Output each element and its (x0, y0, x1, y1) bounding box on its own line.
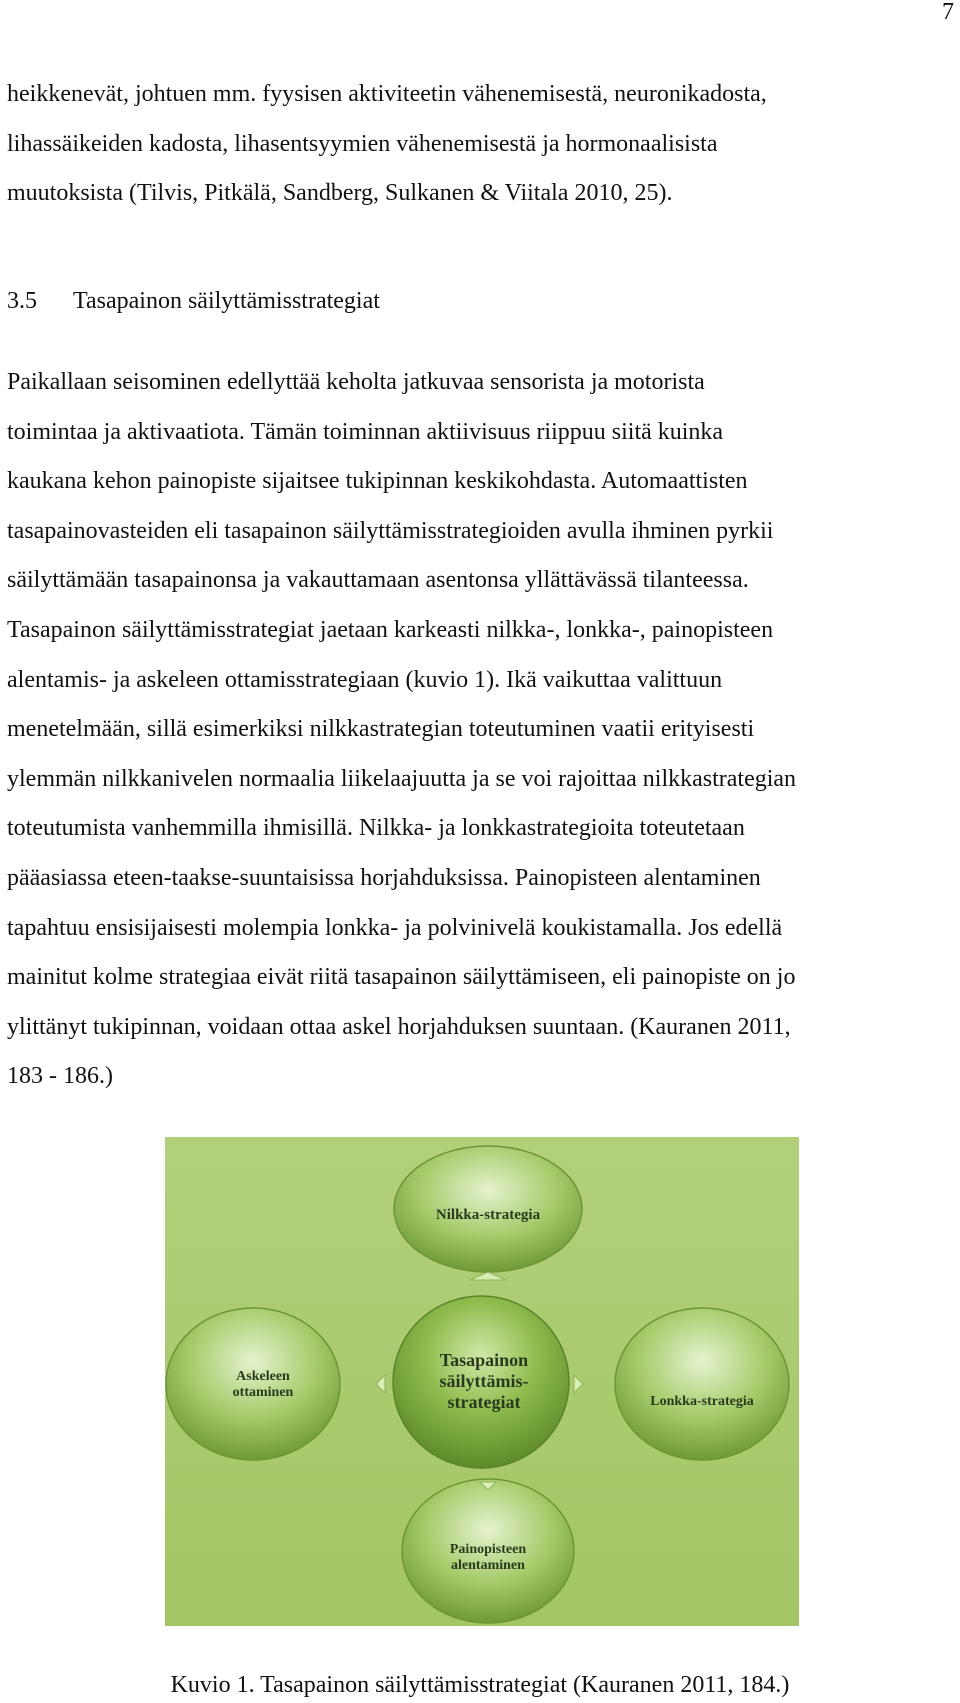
section-title: Tasapainon säilyttämisstrategiat (73, 288, 380, 314)
intro-paragraph (7, 70, 952, 219)
text-line: alentamis- ja askeleen ottamisstrategiaan (kuvio 1). Ikä vaikuttaa valittuun (7, 666, 723, 693)
node-top-label: Nilkka-strategia (435, 1207, 541, 1223)
text-line: toteutumista vanhemmilla ihmisillä. Nilkka- ja lonkkastrategioita toteutetaan (7, 815, 745, 842)
section-heading (7, 286, 380, 316)
text-line: lihassäikeiden kadosta, lihasentsyymien vähenemisestä ja hormonaalisista (7, 130, 718, 157)
text-line: kaukana kehon painopiste sijaitsee tukipinnan keskikohdasta. Automaattisten (7, 468, 748, 495)
strategy-diagram (165, 1137, 799, 1626)
node-center-label: Tasapainon (439, 1350, 529, 1370)
text-line: muutoksista (Tilvis, Pitkälä, Sandberg, Sulkanen & Viitala 2010, 25). (7, 180, 673, 207)
text-line: säilyttämään tasapainonsa ja vakauttamaan asentonsa yllättävässä tilanteessa. (7, 567, 749, 594)
text-line: heikkenevät, johtuen mm. fyysisen aktiviteetin vähenemisestä, neuronikadosta, (7, 81, 767, 107)
text-line: tasapainovasteiden eli tasapainon säilyttämisstrategioiden avulla ihminen pyrkii (7, 517, 774, 544)
node-right (615, 1308, 789, 1460)
text-line: mainitut kolme strategiaa eivät riitä tasapainon säilyttämiseen, eli painopiste on jo (7, 964, 796, 991)
node-bottom-label: Painopisteen (449, 1542, 527, 1557)
section-number: 3.5 (7, 288, 37, 314)
text-line: tapahtuu ensisijaisesti molempia lonkka- ja polvinivelä koukistamalla. Jos edellä (7, 914, 783, 941)
node-center-label: strategiat (447, 1392, 521, 1412)
text-line: 183 - 186.) (7, 1063, 113, 1090)
text-line: ylemmän nilkkanivelen normaalia liikelaajuutta ja se voi rajoittaa nilkkastrategian (7, 765, 797, 792)
text-line: pääasiassa eteen-taakse-suuntaisissa horjahduksissa. Painopisteen alentaminen (7, 864, 761, 891)
text-line: toimintaa ja aktivaatiota. Tämän toiminnan aktiivisuus riippuu siitä kuinka (7, 418, 724, 445)
node-left-label: ottaminen (232, 1385, 294, 1400)
node-right-label: Lonkka-strategia (650, 1394, 754, 1409)
node-left (166, 1308, 340, 1460)
body-paragraph (7, 358, 952, 1102)
text-line: Paikallaan seisominen edellyttää keholta jatkuvaa sensorista ja motorista (7, 369, 705, 395)
node-bottom-label: alentaminen (451, 1558, 525, 1573)
page-number: 7 (942, 0, 954, 25)
node-center-label: säilyttämis- (439, 1371, 529, 1391)
text-line: ylittänyt tukipinnan, voidaan ottaa askel horjahduksen suuntaan. (Kauranen 2011, (7, 1013, 791, 1040)
text-line: Tasapainon säilyttämisstrategiat jaetaan karkeasti nilkka-, lonkka-, painopisteen (7, 616, 774, 643)
figure-caption: Kuvio 1. Tasapainon säilyttämisstrategiat (Kauranen 2011, 184.) (170, 1672, 790, 1698)
figure-diagram (165, 1137, 799, 1626)
text-line: menetelmään, sillä esimerkiksi nilkkastrategian toteutuminen vaatii erityisesti (7, 716, 755, 743)
node-left-label: Askeleen (236, 1369, 290, 1384)
